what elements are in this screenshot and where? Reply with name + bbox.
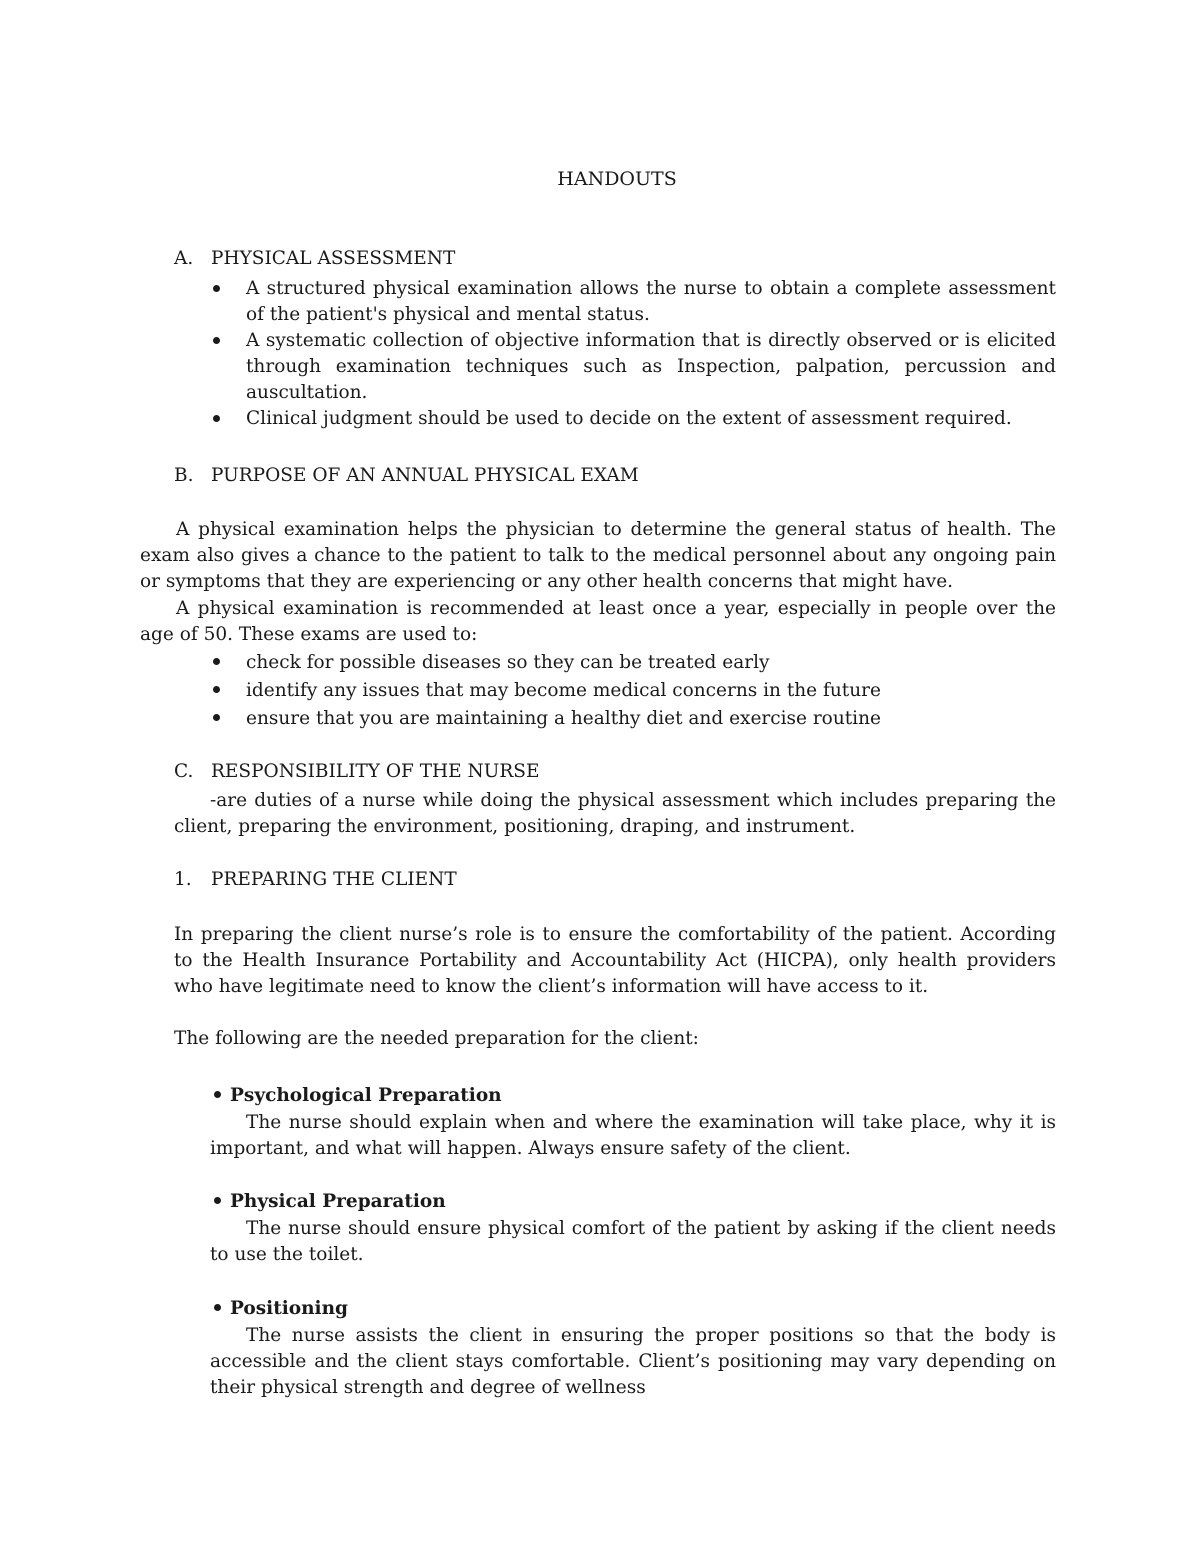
list-item: A systematic collection of objective information that is directly observed or is elicited through examination techniques such as Inspection, palpation, percussion and auscultation. [210, 328, 1056, 406]
list-item: ensure that you are maintaining a healthy diet and exercise routine [210, 705, 1056, 733]
list-item: check for possible diseases so they can be treated early [210, 649, 1056, 677]
bullet-icon [213, 686, 220, 693]
section-b-paragraph-1: A physical examination helps the physician to determine the general status of health. The exam also gives a chance to the patient to talk to the medical personnel about any ongoing pain or symptoms that they are experiencing or any other health concerns that might have. [140, 519, 1056, 592]
section-b-title: PURPOSE OF AN ANNUAL PHYSICAL EXAM [211, 465, 639, 486]
bullet-icon [213, 658, 220, 665]
section-1-heading [174, 867, 457, 893]
preparation-item-body: The nurse should explain when and where the examination will take place, why it is important, and what will happen. Always ensure safety of the client. [210, 1112, 1056, 1159]
section-a-heading [174, 246, 455, 272]
section-b-heading [174, 463, 639, 489]
preparation-item-positioning [210, 1295, 1056, 1401]
preparation-item-heading: Positioning [210, 1295, 1056, 1323]
section-a-bullet-list [210, 276, 1056, 432]
bullet-icon [213, 285, 220, 292]
document-title: HANDOUTS [557, 168, 677, 190]
list-item: identify any issues that may become medical concerns in the future [210, 677, 1056, 705]
section-1-paragraph-1: In preparing the client nurse’s role is to ensure the comfortability of the patient. According to the Health Insurance Portability and Accountability Act (HICPA), only health providers who have legitimate need to know the client’s information will have access to it. [174, 924, 1056, 997]
section-b-paragraph-2: A physical examination is recommended at least once a year, especially in people over the age of 50. These exams are used to: [140, 598, 1056, 645]
list-item: Clinical judgment should be used to decide on the extent of assessment required. [210, 406, 1056, 432]
section-1-marker: 1. [174, 869, 192, 890]
bullet-icon [213, 714, 220, 721]
bullet-icon [214, 1197, 221, 1204]
section-c-title: RESPONSIBILITY OF THE NURSE [211, 761, 540, 782]
section-a-title: PHYSICAL ASSESSMENT [211, 248, 456, 269]
preparation-item-heading: Physical Preparation [210, 1188, 1056, 1216]
preparation-item-body: The nurse should ensure physical comfort of the patient by asking if the client needs to use the toilet. [210, 1218, 1056, 1265]
section-b-marker: B. [174, 465, 194, 486]
bullet-icon [214, 1304, 221, 1311]
section-c-paragraph: -are duties of a nurse while doing the physical assessment which includes preparing the client, preparing the environment, positioning, draping, and instrument. [174, 790, 1056, 837]
section-b-bullet-list [210, 649, 1056, 733]
section-1-title: PREPARING THE CLIENT [211, 869, 457, 890]
section-a-marker: A. [174, 248, 194, 269]
section-c-marker: C. [174, 761, 194, 782]
section-c-heading [174, 759, 539, 785]
list-item: A structured physical examination allows the nurse to obtain a complete assessment of the patient's physical and mental status. [210, 276, 1056, 328]
bullet-icon [213, 415, 220, 422]
preparation-item-psychological [210, 1082, 1056, 1162]
preparation-item-physical [210, 1188, 1056, 1268]
preparation-item-body: The nurse assists the client in ensuring the proper positions so that the body is accessible and the client stays comfortable. Client’s positioning may vary depending on their physical strength and degree of wellness [210, 1325, 1056, 1398]
section-1-paragraph-2: The following are the needed preparation for the client: [174, 1028, 699, 1049]
bullet-icon [214, 1091, 221, 1098]
preparation-item-heading: Psychological Preparation [210, 1082, 1056, 1110]
bullet-icon [213, 337, 220, 344]
